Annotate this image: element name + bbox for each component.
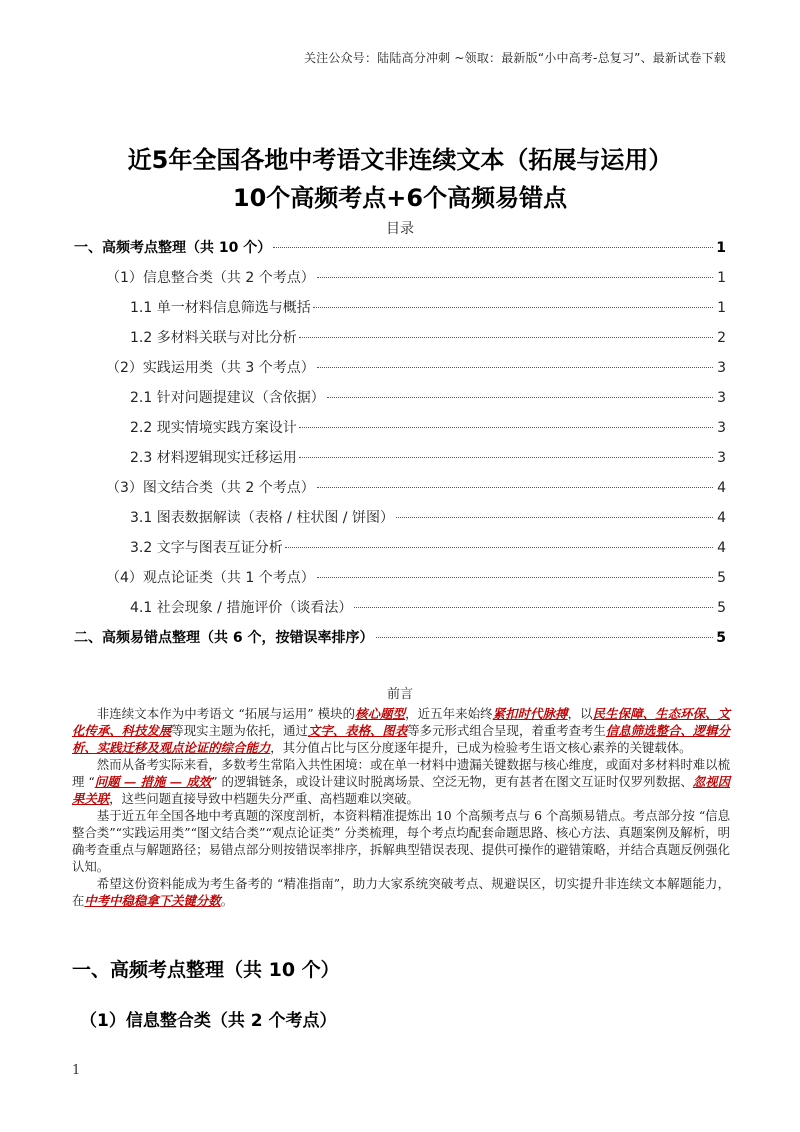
toc-entry-label: 一、高频考点整理（共 10 个） [74, 240, 272, 256]
toc-entry-page: 5 [717, 600, 726, 616]
toc-entry-page: 4 [717, 540, 726, 556]
toc-entry[interactable] [130, 537, 726, 559]
toc-entry-label: 二、高频易错点整理（共 6 个，按错误率排序） [74, 630, 374, 646]
preface-paragraph-2 [72, 756, 730, 807]
preface-paragraph-4 [72, 875, 730, 909]
toc-entry-page: 4 [717, 510, 726, 526]
toc-entry-label: 4.1 社会现象 / 措施评价（谈看法） [130, 600, 353, 616]
highlight-text: 民生保障、生态环保、文化传承、科技发展 [72, 706, 731, 738]
toc-entry[interactable] [106, 357, 726, 379]
toc-entry-page: 3 [717, 390, 726, 406]
preface-paragraph-1 [72, 705, 730, 756]
toc-entry-label: （3）图文结合类（共 2 个考点） [106, 480, 315, 496]
toc-entry-label: 2.3 材料逻辑现实迁移运用 [130, 450, 297, 466]
document-title-line1: 近5年全国各地中考语文非连续文本（拓展与运用） [127, 146, 673, 174]
toc-entry-label: 3.1 图表数据解读（表格 / 柱状图 / 饼图） [130, 510, 394, 526]
preface-paragraph-3: 基于近五年全国各地中考真题的深度剖析，本资料精准提炼出 10 个高频考点与 6 个高频易错点。考点部分按 “信息整合类”“实践运用类”“图文结合类”“观点论证类” 分类梳理，每个考点均配套命题思路、核心方法、真题案例及解析，明确考查重点与解题路径；易错点部分则按错误率排序，拆解典型错误表现、提供可操作的避错策略，并结合真题反例强化认知。 [72, 808, 730, 874]
toc-entry-page: 1 [717, 270, 726, 286]
toc-entry-page: 3 [717, 450, 726, 466]
toc-entry-page: 5 [716, 630, 726, 646]
preface-text: ，其分值占比与区分度逐年提升，已成为检验考生语文核心素养的关键载体。 [270, 740, 692, 755]
toc-entry-page: 4 [717, 480, 726, 496]
preface-text: ，以 [567, 706, 593, 721]
toc-entry-page: 1 [716, 240, 726, 256]
highlight-text: 信息筛选整合、逻辑分析、实践迁移及观点论证的综合能力 [72, 723, 731, 755]
toc-entry[interactable] [106, 267, 726, 289]
highlight-text: 忽视因果关联 [72, 774, 730, 806]
preface-text: ，这些问题直接导致中档题失分严重、高档题难以突破。 [109, 791, 419, 806]
preface-text: 等多元形式组合呈现，着重考查考生 [407, 723, 606, 738]
toc-entry[interactable] [130, 417, 726, 439]
toc-entry[interactable] [74, 627, 726, 649]
highlight-text: 问题 — 措施 — 成效 [94, 774, 212, 789]
highlight-text: 核心题型 [355, 706, 406, 721]
toc-entry-page: 2 [717, 330, 726, 346]
toc-entry[interactable] [130, 447, 726, 469]
toc-entry[interactable] [130, 507, 726, 529]
toc-entry-page: 5 [717, 570, 726, 586]
toc-entry-page: 1 [717, 300, 726, 316]
toc-entry-label: 3.2 文字与图表互证分析 [130, 540, 283, 556]
toc-entry-label: （2）实践运用类（共 3 个考点） [106, 360, 315, 376]
preface-title: 前言 [386, 687, 413, 702]
preface-text: 非连续文本作为中考语文 “拓展与运用” 模块的 [96, 706, 356, 721]
toc-entry-label: （1）信息整合类（共 2 个考点） [106, 270, 315, 286]
preface-text: ” 的逻辑链条，或设计建议时脱离场景、空泛无物，更有甚者在图文互证时仅罗列数据、 [211, 774, 693, 789]
toc-entry-label: （4）观点论证类（共 1 个考点） [106, 570, 315, 586]
toc-entry[interactable] [74, 237, 726, 259]
toc-entry[interactable] [130, 327, 726, 349]
preface-text: 希望这份资料能成为考生备考的 “精准指南”，助力大家系统突破考点、规避误区，切实提升非连续文本解题能力，在 [72, 876, 730, 908]
highlight-text: 文字、表格、图表 [307, 723, 408, 738]
toc-entry[interactable] [130, 597, 726, 619]
page-number: 1 [72, 1063, 81, 1078]
preface-text: ，近五年来始终 [405, 706, 493, 721]
toc-entry-page: 3 [717, 420, 726, 436]
header-note: 关注公众号：陆陆高分冲刺 ~领取：最新版“小中高考-总复习”、最新试卷下载 [303, 51, 726, 65]
toc-entry[interactable] [106, 477, 726, 499]
preface-text: 然而从备考实际来看，多数考生常陷入共性困境：或在单一材料中遗漏关键数据与核心维度，或面对多材料时难以梳理 “ [72, 757, 730, 789]
toc-entry[interactable] [106, 567, 726, 589]
toc-entry-label: 2.1 针对问题提建议（含依据） [130, 390, 325, 406]
toc-entry-label: 1.2 多材料关联与对比分析 [130, 330, 297, 346]
subsection-heading: （1）信息整合类（共 2 个考点） [80, 1011, 337, 1031]
highlight-text: 紧扣时代脉搏 [492, 706, 568, 721]
toc-entry-label: 2.2 现实情境实践方案设计 [130, 420, 297, 436]
toc-heading: 目录 [386, 221, 414, 237]
toc-entry-page: 3 [717, 360, 726, 376]
toc-entry[interactable] [130, 387, 726, 409]
preface-body [72, 705, 730, 909]
toc-entry[interactable] [130, 297, 726, 319]
preface-text: 。 [220, 893, 234, 908]
section-heading: 一、高频考点整理（共 10 个） [72, 959, 340, 981]
preface-text: 等现实主题为依托，通过 [171, 723, 308, 738]
highlight-text: 中考中稳稳拿下关键分数 [84, 893, 221, 908]
document-title-line2: 10个高频考点+6个高频易错点 [232, 184, 568, 212]
toc-entry-label: 1.1 单一材料信息筛选与概括 [130, 300, 311, 316]
